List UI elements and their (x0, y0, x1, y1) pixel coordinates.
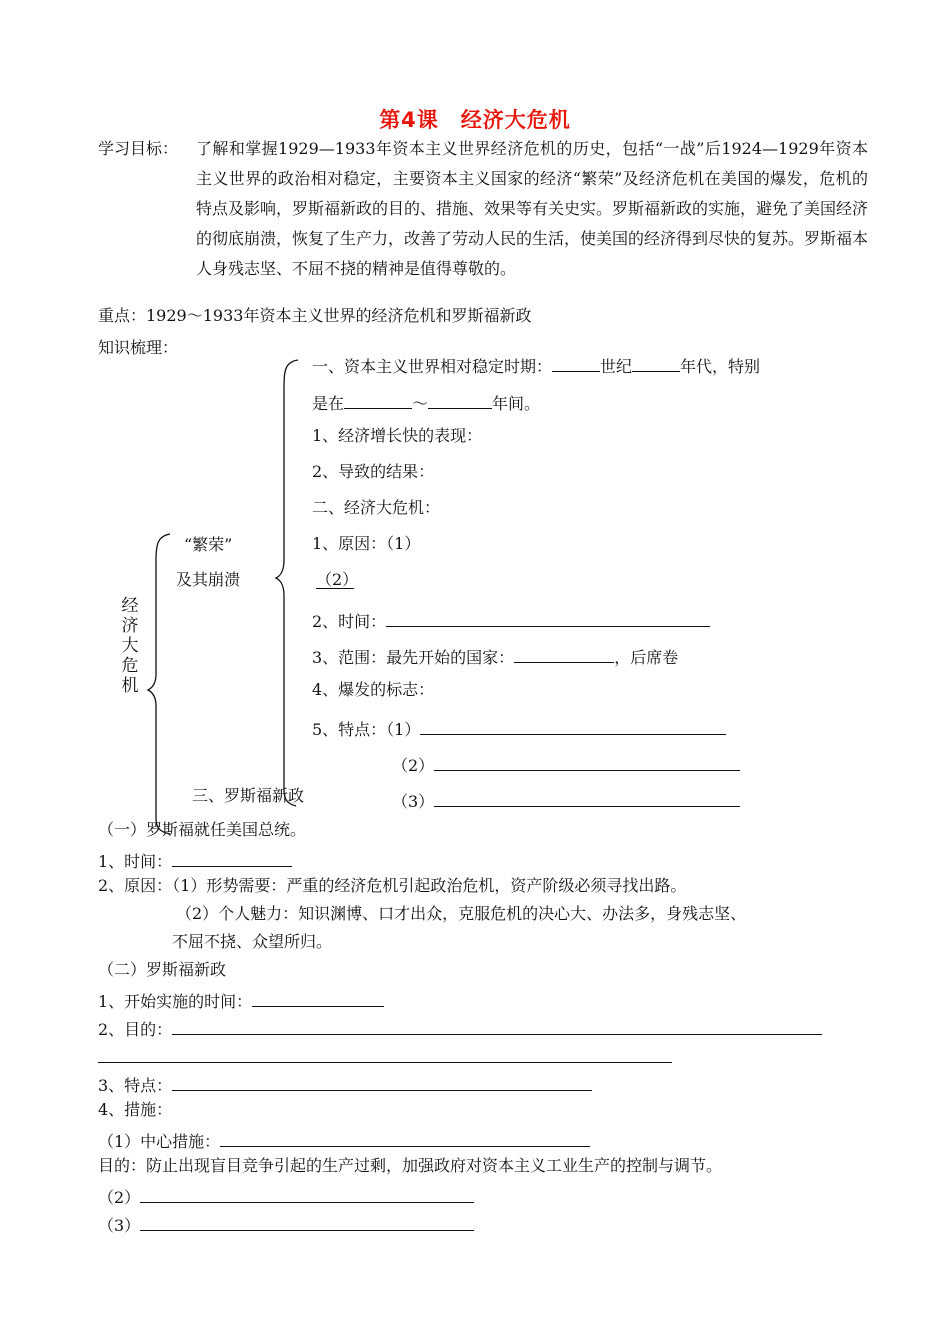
scope-item: 3、范围：最先开始的国家： ，后席卷 (312, 644, 678, 668)
new-deal-part2-heading: （二）罗斯福新政 (98, 960, 227, 979)
inauguration-time: 1、时间： (98, 848, 292, 872)
feature-item-2: （2） (392, 752, 740, 776)
cause-item-2: （2） (316, 570, 359, 589)
page-title: 第4课 经济大危机 (379, 108, 571, 132)
blank-feature-3[interactable] (434, 788, 740, 807)
result-item: 2、导致的结果： (312, 462, 435, 481)
crisis-heading: 二、经济大危机： (312, 498, 441, 517)
inner-brace (148, 534, 170, 834)
time-item: 2、时间： (312, 608, 710, 632)
tree-root-label: 经 济 大 危 机 (121, 596, 139, 696)
reason-1: 2、原因：（1）形势需要：严重的经济危机引起政治危机，资产阶级必须寻找出路。 (98, 876, 687, 895)
tree-branch-collapse: 及其崩溃 (176, 570, 241, 589)
feature-item-1: 5、特点：（1） (312, 716, 726, 740)
measures-item: 4、措施： (98, 1100, 173, 1119)
blank-century[interactable] (552, 353, 600, 372)
outer-brace (276, 360, 298, 806)
start-time-item: 1、开始实施的时间： (98, 988, 384, 1012)
purpose-line-2 (98, 1044, 672, 1068)
stable-years-line: 是在 ～ 年间。 (312, 390, 540, 414)
key-point: 重点：1929～1933年资本主义世界的经济危机和罗斯福新政 (98, 306, 532, 325)
sign-item: 4、爆发的标志： (312, 680, 435, 699)
learning-goal-label: 学习目标： (98, 139, 179, 158)
blank-new-deal-feature[interactable] (172, 1072, 592, 1091)
blank-purpose[interactable] (172, 1016, 822, 1035)
blank-measure-2[interactable] (140, 1184, 474, 1203)
blank-first-country[interactable] (514, 644, 614, 663)
learning-goal-text: 了解和掌握1929—1933年资本主义世界经济危机的历史，包括“一战”后1924—1929年资本主义世界的政治相对稳定，主要资本主义国家的经济“繁荣”及经济危机在美国的爆发，危机的特点及影响，罗斯福新政的目的、措施、效果等有关史实。罗斯福新政的实施，避免了美国经济的彻底崩溃，恢复了生产力，改善了劳动人民的生活，使美国的经济得到尽快的复苏。罗斯福本人身残志坚、不屈不挠的精神是值得尊敬的。 (196, 139, 869, 278)
stable-period-line: 一、资本主义世界相对稳定时期： 世纪 年代，特别 (312, 353, 760, 377)
knowledge-label: 知识梳理： (98, 338, 179, 357)
blank-feature-2[interactable] (434, 752, 740, 771)
center-measure-purpose: 目的：防止出现盲目竞争引起的生产过剩，加强政府对资本主义工业生产的控制与调节。 (98, 1156, 723, 1175)
blank-end-year[interactable] (428, 390, 492, 409)
blank-inauguration-time[interactable] (172, 848, 292, 867)
measure-2: （2） (98, 1184, 474, 1208)
purpose-item: 2、目的： (98, 1016, 822, 1040)
cause-item: 1、原因：（1） (312, 534, 421, 553)
blank-center-measure[interactable] (220, 1128, 590, 1147)
blank-crisis-time[interactable] (386, 608, 710, 627)
blank-start-time[interactable] (252, 988, 384, 1007)
reason-2: （2）个人魅力：知识渊博、口才出众，克服危机的决心大、办法多，身残志坚、 (176, 904, 747, 923)
new-deal-part1-heading: （一）罗斯福就任美国总统。 (98, 820, 307, 839)
blank-decade[interactable] (632, 353, 680, 372)
measure-3: （3） (98, 1212, 474, 1236)
feature-item-3: （3） (392, 788, 740, 812)
tree-branch-new-deal: 三、罗斯福新政 (192, 786, 305, 805)
blank-measure-3[interactable] (140, 1212, 474, 1231)
reason-2-cont: 不屈不挠、众望所归。 (172, 932, 333, 951)
feature-item: 3、特点： (98, 1072, 592, 1096)
blank-purpose-cont[interactable] (98, 1044, 672, 1063)
blank-start-year[interactable] (344, 390, 412, 409)
tree-branch-prosperity: “繁荣” (184, 535, 233, 554)
blank-feature-1[interactable] (420, 716, 726, 735)
growth-item: 1、经济增长快的表现： (312, 426, 483, 445)
center-measure-item: （1）中心措施： (98, 1128, 590, 1152)
